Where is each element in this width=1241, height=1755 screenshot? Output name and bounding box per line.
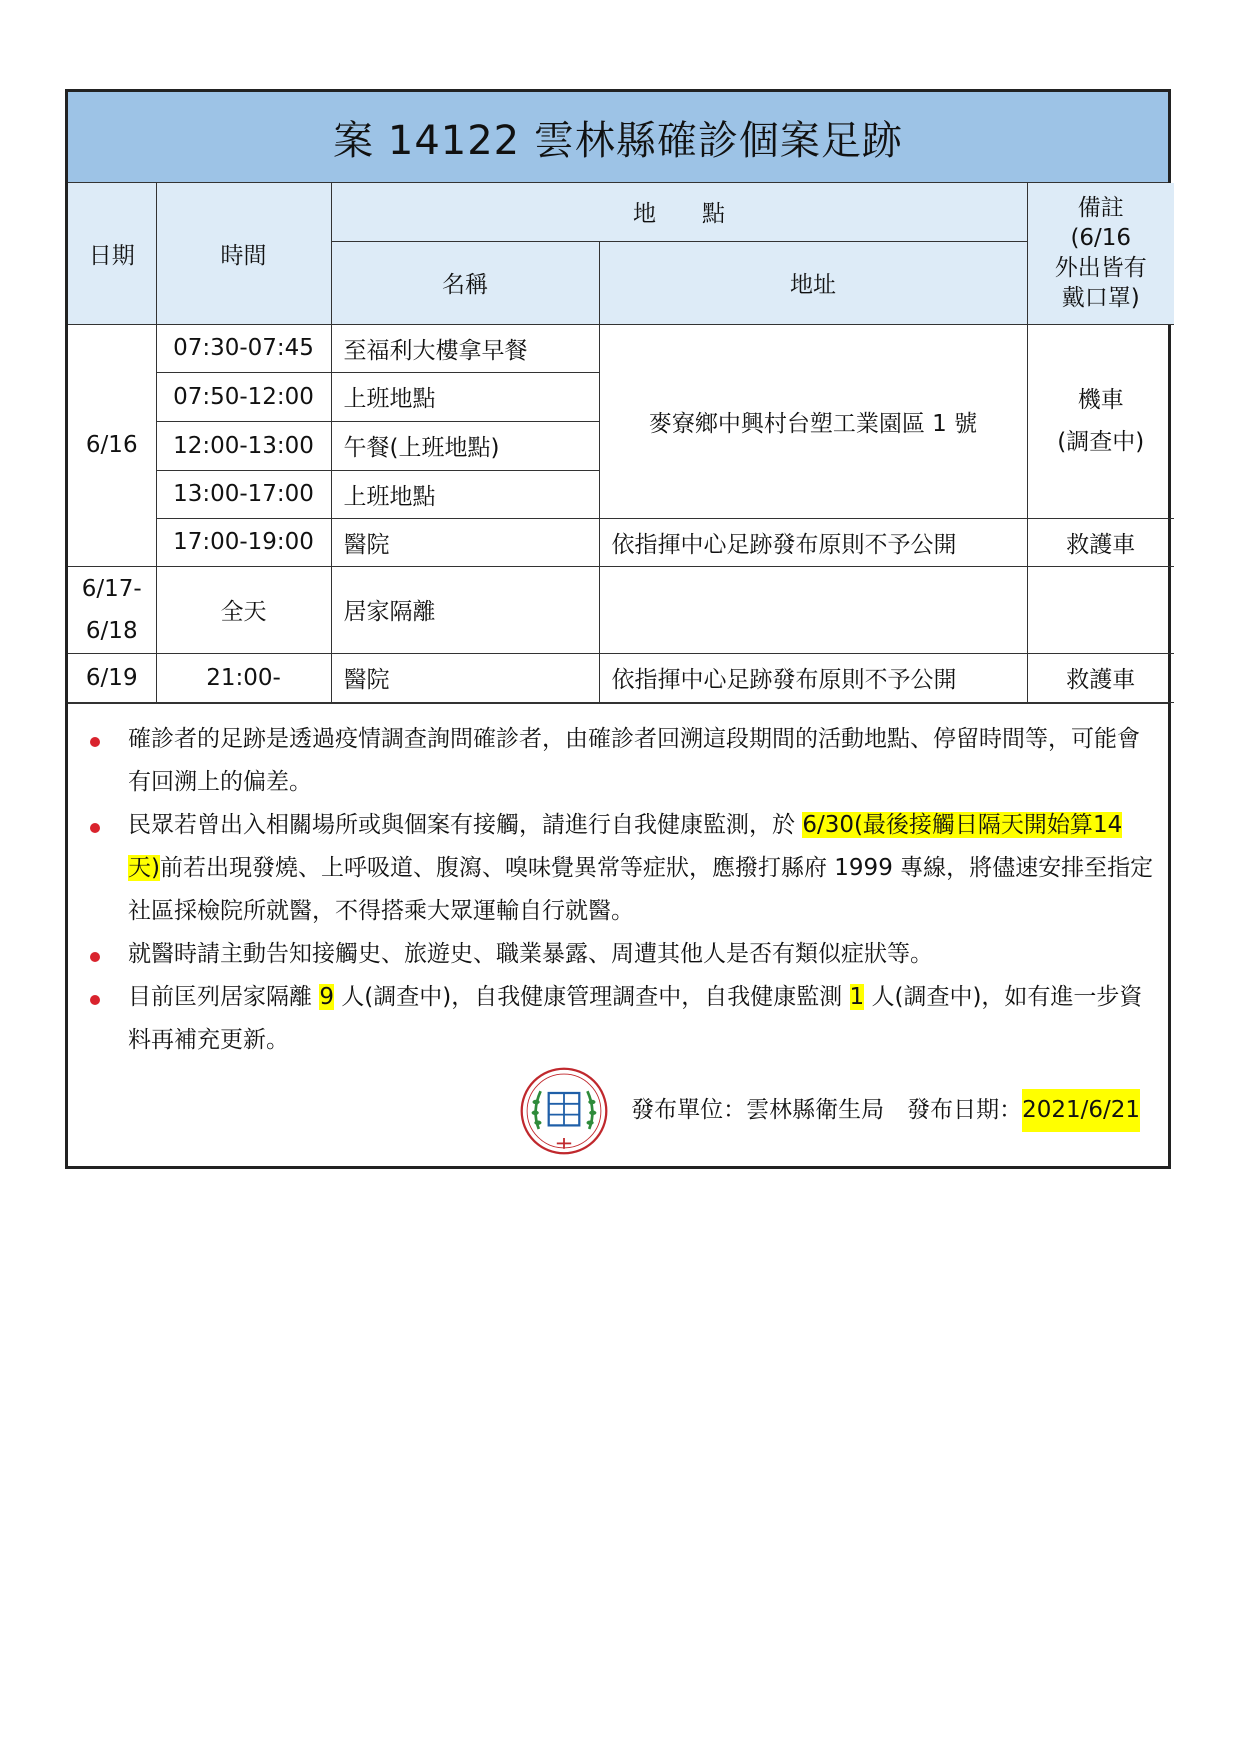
header-remark-title: 備註	[1077, 195, 1124, 222]
remark-line: 機車	[1077, 387, 1124, 413]
note-text-part: 人(調查中)，自我健康管理調查中，自我健康監測	[333, 983, 850, 1010]
date-cell: 6/16	[68, 324, 156, 566]
header-name: 名稱	[331, 241, 599, 324]
header-address: 地址	[599, 241, 1027, 324]
notes-section	[68, 703, 1168, 1166]
remark-cell	[1027, 566, 1174, 653]
header-remark-line1: (6/16	[1070, 225, 1132, 252]
note-text-part: 目前匡列居家隔離	[128, 983, 320, 1010]
time-cell: 12:00-13:00	[156, 421, 331, 470]
address-cell	[599, 566, 1027, 653]
note-item	[88, 976, 1154, 1062]
note-item	[88, 718, 1154, 804]
highlight-days: 14 天)	[128, 811, 1123, 881]
health-bureau-seal-icon	[519, 1066, 609, 1156]
header-remark-line3: 戴口罩)	[1061, 285, 1140, 312]
page-title: 案 14122 雲林縣確診個案足跡	[68, 92, 1168, 183]
publisher-label: 發布單位：雲林縣衛生局 發布日期：	[631, 1097, 1023, 1123]
bullet-icon	[90, 995, 100, 1005]
note-text: 確診者的足跡是透過疫情調查詢問確診者，由確診者回溯這段期間的活動地點、停留時間等，可能會有回溯上的偏差。	[128, 725, 1140, 795]
remark-cell: 救護車	[1027, 653, 1174, 702]
note-text	[128, 976, 1154, 1062]
footprint-sheet	[65, 89, 1171, 1169]
remark-line: (調查中)	[1057, 429, 1145, 455]
remark-cell	[1027, 324, 1174, 518]
address-cell: 依指揮中心足跡發布原則不予公開	[599, 518, 1027, 566]
time-cell: 17:00-19:00	[156, 518, 331, 566]
note-item	[88, 804, 1154, 933]
note-text: 就醫時請主動告知接觸史、旅遊史、職業暴露、周遭其他人是否有類似症狀等。	[128, 940, 933, 967]
name-cell: 至福利大樓拿早餐	[331, 324, 599, 372]
table-row	[68, 518, 1174, 566]
remark-cell: 救護車	[1027, 518, 1174, 566]
note-text-part: 前若出現發燒、上呼吸道、腹瀉、嗅味覺異常等症狀，應撥打縣府 1999 專線，將儘速安排至指定社區採檢院所就醫，不得搭乘大眾運輸自行就醫。	[128, 854, 1154, 924]
header-remark	[1027, 183, 1174, 324]
date-cell: 6/19	[68, 653, 156, 702]
note-item	[88, 933, 1154, 976]
note-text-part: 民眾若曾出入相關場所或與個案有接觸，請進行自我健康監測，於	[128, 811, 803, 838]
name-cell: 午餐(上班地點)	[331, 421, 599, 470]
header-time: 時間	[156, 183, 331, 324]
address-cell: 麥寮鄉中興村台塑工業園區 1 號	[599, 324, 1027, 518]
time-cell: 07:30-07:45	[156, 324, 331, 372]
date-line: 6/17-	[81, 575, 142, 602]
bullet-icon	[90, 737, 100, 747]
date-cell	[68, 566, 156, 653]
name-cell: 上班地點	[331, 470, 599, 518]
time-cell: 13:00-17:00	[156, 470, 331, 518]
highlight-monitor-count: 1	[849, 983, 865, 1010]
note-text	[128, 804, 1154, 933]
highlight-deadline: 6/30(最後接觸日隔天開始算	[802, 811, 1093, 838]
time-cell: 全天	[156, 566, 331, 653]
publish-date: 2021/6/21	[1022, 1089, 1140, 1132]
header-remark-line2: 外出皆有	[1054, 255, 1147, 282]
header-location: 地 點	[331, 183, 1027, 241]
publisher-line	[88, 1066, 1154, 1156]
bullet-icon	[90, 952, 100, 962]
table-row	[68, 566, 1174, 653]
header-row-1	[68, 183, 1174, 241]
name-cell: 居家隔離	[331, 566, 599, 653]
bullet-icon	[90, 823, 100, 833]
name-cell: 醫院	[331, 653, 599, 702]
time-cell: 07:50-12:00	[156, 372, 331, 421]
time-cell: 21:00-	[156, 653, 331, 702]
header-date: 日期	[68, 183, 156, 324]
table-row	[68, 653, 1174, 702]
date-line: 6/18	[85, 617, 138, 644]
name-cell: 醫院	[331, 518, 599, 566]
table-row	[68, 324, 1174, 372]
note-text-part: 人(調查中)，如有進一步資料再補充更新。	[128, 983, 1143, 1053]
highlight-isolation-count: 9	[319, 983, 334, 1010]
footprint-table	[68, 183, 1174, 703]
name-cell: 上班地點	[331, 372, 599, 421]
address-cell: 依指揮中心足跡發布原則不予公開	[599, 653, 1027, 702]
